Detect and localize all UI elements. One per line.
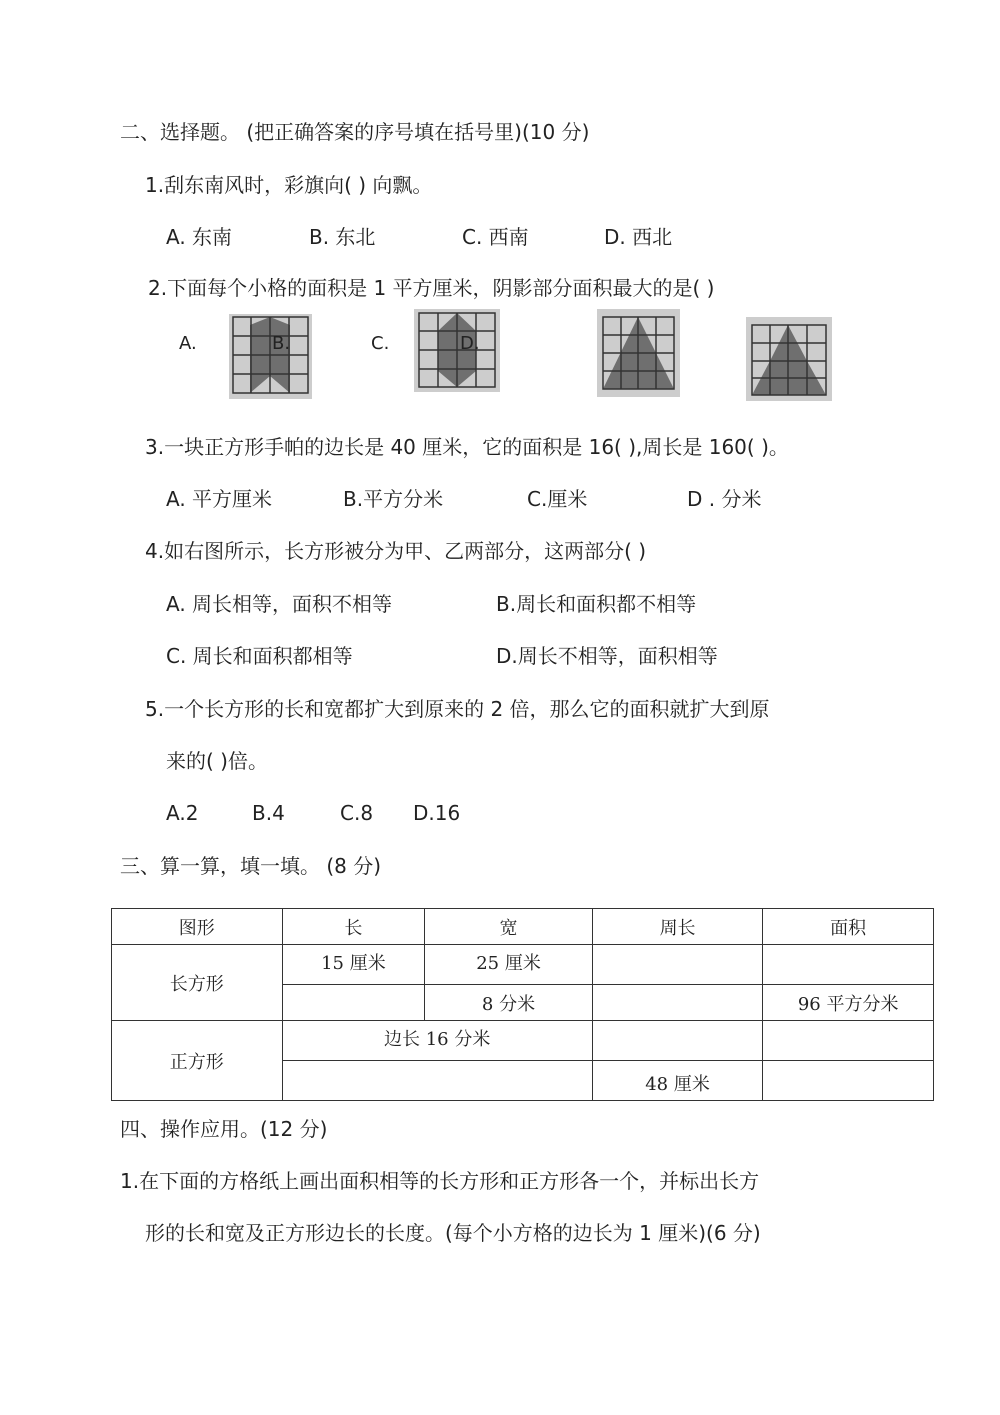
table-cell: 96 平方分米 — [763, 985, 934, 1021]
question-2-stem: 2.下面每个小格的面积是 1 平方厘米，阴影部分面积最大的是( ) — [148, 276, 715, 300]
row-label-rectangle: 长方形 — [112, 945, 283, 1021]
figure-d-kite-shape — [746, 317, 832, 401]
question-1-option-d: D. 西北 — [604, 225, 673, 249]
question-1-option-c: C. 西南 — [462, 225, 529, 249]
question-4-option-a: A. 周长相等，面积不相等 — [166, 592, 393, 616]
table-header: 周长 — [592, 909, 763, 945]
table-cell[interactable] — [763, 1021, 934, 1061]
table-cell[interactable] — [592, 985, 763, 1021]
table-row — [112, 1021, 934, 1061]
table-cell[interactable] — [592, 945, 763, 985]
table-cell[interactable] — [763, 945, 934, 985]
question-5-stem-line-2: 来的( )倍。 — [166, 749, 268, 773]
figure-a-arrow-shape — [229, 314, 312, 399]
question-5-stem-line-1: 5.一个长方形的长和宽都扩大到原来的 2 倍，那么它的面积就扩大到原 — [145, 697, 770, 721]
question-1-stem: 1.刮东南风时，彩旗向( ) 向飘。 — [145, 173, 433, 197]
table-cell: 边长 16 分米 — [282, 1021, 592, 1061]
question-5-option-b: B.4 — [252, 801, 285, 825]
figure-c-triangle-shape — [597, 309, 680, 397]
row-label-square: 正方形 — [112, 1021, 283, 1101]
section-4-question-1-line-1: 1.在下面的方格纸上画出面积相等的长方形和正方形各一个，并标出长方 — [120, 1169, 760, 1193]
figure-label-d: D. — [460, 333, 480, 354]
table-header: 长 — [282, 909, 425, 945]
question-5-option-a: A.2 — [166, 801, 199, 825]
rectangle-square-table — [111, 908, 934, 1101]
table-cell[interactable] — [592, 1021, 763, 1061]
table-cell: 48 厘米 — [592, 1061, 763, 1101]
table-cell[interactable] — [282, 1061, 592, 1101]
table-cell: 15 厘米 — [282, 945, 425, 985]
section-4-question-1-line-2: 形的长和宽及正方形边长的长度。(每个小方格的边长为 1 厘米)(6 分) — [145, 1221, 761, 1245]
question-1-option-a: A. 东南 — [166, 225, 233, 249]
question-3-option-c: C.厘米 — [527, 487, 588, 511]
question-4-option-b: B.周长和面积都不相等 — [496, 592, 697, 616]
question-3-option-b: B.平方分米 — [343, 487, 444, 511]
question-3-option-a: A. 平方厘米 — [166, 487, 273, 511]
question-4-stem: 4.如右图所示，长方形被分为甲、乙两部分，这两部分( ) — [145, 539, 647, 563]
table-header-row — [112, 909, 934, 945]
table-cell: 8 分米 — [425, 985, 593, 1021]
table-header: 宽 — [425, 909, 593, 945]
figure-label-c: C. — [371, 333, 390, 354]
figure-label-a: A. — [179, 333, 197, 354]
table-cell: 25 厘米 — [425, 945, 593, 985]
question-4-option-c: C. 周长和面积都相等 — [166, 644, 353, 668]
figure-label-b: B. — [272, 333, 291, 354]
question-1-option-b: B. 东北 — [309, 225, 376, 249]
question-5-option-c: C.8 — [340, 801, 374, 825]
section-3-heading: 三、算一算，填一填。 (8 分) — [120, 854, 382, 878]
table-header: 图形 — [112, 909, 283, 945]
table-row — [112, 945, 934, 985]
table-cell[interactable] — [282, 985, 425, 1021]
section-4-heading: 四、操作应用。(12 分) — [120, 1117, 328, 1141]
figure-b-hexagon-shape — [414, 309, 500, 392]
question-4-option-d: D.周长不相等，面积相等 — [496, 644, 718, 668]
question-3-stem: 3.一块正方形手帕的边长是 40 厘米，它的面积是 16( ),周长是 160( )。 — [145, 435, 789, 459]
table-header: 面积 — [763, 909, 934, 945]
table-cell[interactable] — [763, 1061, 934, 1101]
question-5-option-d: D.16 — [413, 801, 461, 825]
question-3-option-d: D . 分米 — [687, 487, 762, 511]
section-2-heading: 二、选择题。 (把正确答案的序号填在括号里)(10 分) — [120, 120, 590, 144]
